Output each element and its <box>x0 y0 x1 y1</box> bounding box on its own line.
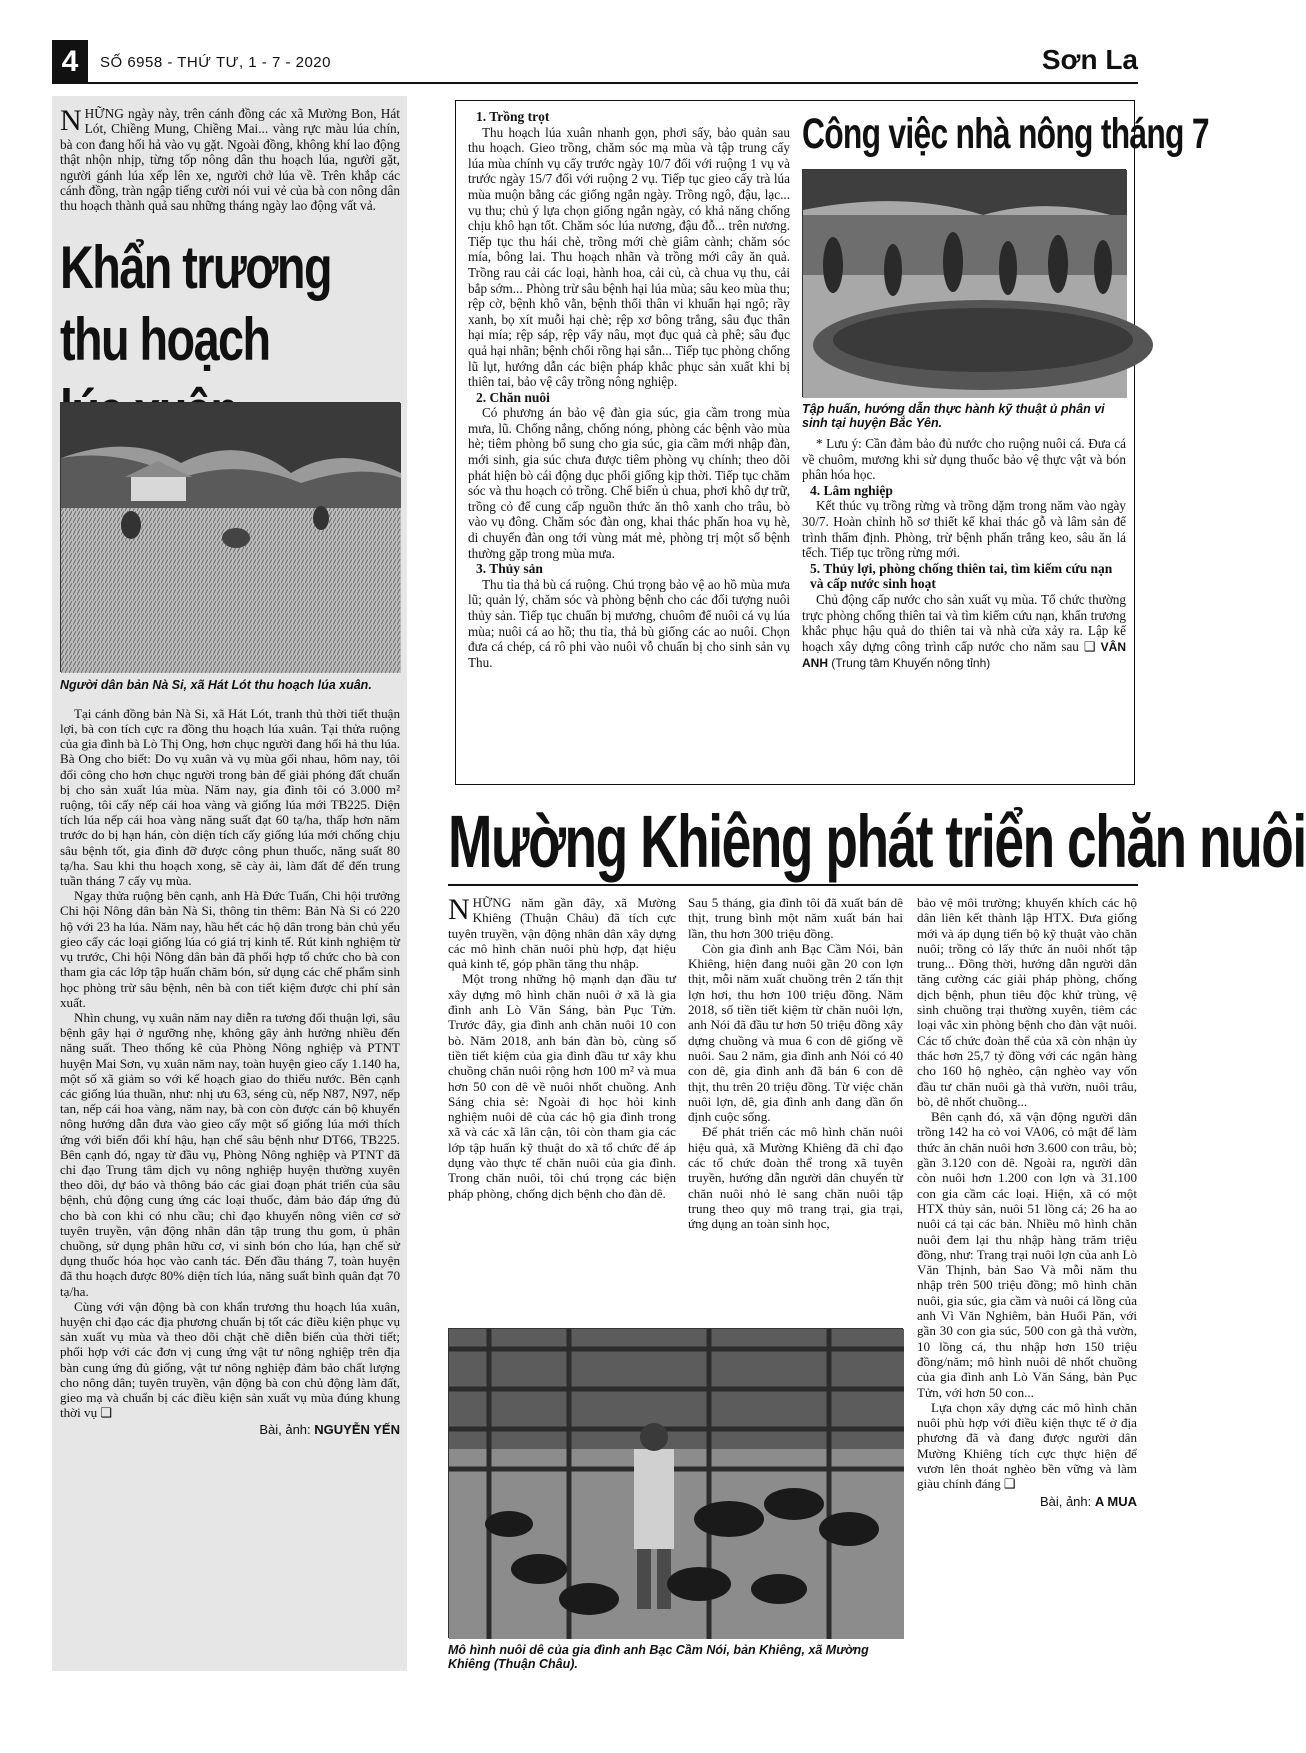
paragraph: bảo vệ môi trường; khuyến khích các hộ dân liên kết thành lập HTX. Đưa giống mới và áp dụng tiến bộ kỹ thuật vào chăn nuôi; trồng cỏ lấy thức ăn nuôi nhốt tập trung... Đồng thời, hướng dẫn người dân tăng cường các giải pháp phòng, chống dịch bệnh, phun tiêu độc khử trùng, vệ sinh chuồng trại thường xuyên, tiêm các loại vắc xin phòng bệnh cho đàn vật nuôi. Các tổ chức đoàn thể của xã còn nhận ủy thác hơn 25,7 tỷ đồng với các ngân hàng cho 160 hộ nghèo, cận nghèo vay vốn đầu tư chăn nuôi gà thả vườn, nuôi trâu, bò, dê nhốt chuồng... <box>917 895 1137 1109</box>
box-column-1 <box>468 109 790 670</box>
left-article <box>52 96 407 1671</box>
box-column-2 <box>802 109 1209 672</box>
subheading: 5. Thủy lợi, phòng chống thiên tai, tìm kiếm cứu nạn và cấp nước sinh hoạt <box>810 560 1113 592</box>
paragraph: Còn gia đình anh Bạc Cầm Nói, bản Khiêng, hiện đang nuôi gần 20 con lợn thịt, mỗi năm xuất chuồng trên 2 tấn thịt lợn hơi, thu hơn 100 triệu đồng. Năm 2018, số tiền tiết kiệm từ chăn nuôi lợn, anh Nói đã đầu tư hơn 50 triệu đồng xây dựng chuồng và mua 6 con dê giống về nuôi. Sau 2 năm, gia đình anh Nói có 40 con dê, gia đình anh đã bán 6 con dê thịt, thu trên 20 triệu đồng. Từ việc chăn nuôi lợn, dê, gia đình anh đang dần ổn định cuộc sống. <box>688 940 903 1125</box>
paragraph: Lựa chọn xây dựng các mô hình chăn nuôi phù hợp với điều kiện thực tế ở địa phương đã và đang được người dân Mường Khiêng tích cực thực hiện để vươn lên thoát nghèo bền vững và làm giàu chính đáng ❑ <box>917 1399 1137 1492</box>
compost-training-image <box>803 170 1127 398</box>
page-header <box>52 40 1138 84</box>
byline <box>917 1494 1137 1509</box>
main-column-2 <box>688 895 903 1232</box>
photo-caption: Mô hình nuôi dê của gia đình anh Bạc Cầm Nói, bản Khiêng, xã Mường Khiêng (Thuận Châu). <box>448 1643 869 1671</box>
monthly-farm-work-box <box>455 100 1209 785</box>
paragraph: Tại cánh đồng bản Nà Si, xã Hát Lót, tranh thủ thời tiết thuận lợi, bà con tích cực ra đồng thu hoạch lúa xuân. Tại thửa ruộng của gia đình bà Lò Thị Ong, hơn chục người đang hối hả thu lúa. Bà Ong cho biết: Do vụ xuân và vụ mùa gối nhau, hôm nay, tôi đổi công cho hơn chục người trong bản để giải phóng đất chuẩn bị cho sản xuất lúa mùa. Năm nay, gia đình tôi có 3.000 m² ruộng, tôi cấy nếp cái hoa vàng và giống lúa mới TB225. Diện tích lúa nếp cái hoa vàng năng suất đạt 60 tạ/ha, thấp hơn năm trước do bị hạn hán, còn diện tích cấy giống lúa mới chống chịu sâu bệnh tốt, gia đình đỡ được công phun thuốc, năng suất 80 tạ/ha. Sau khi thu hoạch xong, sẽ cày ải, làm đất để đến trung tuần tháng 7 cấy vụ mùa. <box>60 705 400 889</box>
box-paragraph: Kết thúc vụ trồng rừng và trồng dặm trong năm vào ngày 30/7. Hoàn chỉnh hồ sơ thiết kế khai thác gỗ và lâm sản để trình thẩm định. Phòng, trừ bệnh phấn trắng keo, sâu ăn lá tếch. Tiếp tục trồng rừng mới. <box>802 498 1126 561</box>
page-number: 4 <box>52 40 88 84</box>
byline-prefix: Bài, ảnh: <box>1039 1493 1095 1509</box>
title-block <box>60 232 400 392</box>
title-line: Khẩn trương thu hoạch <box>60 233 331 373</box>
photo-caption: Tập huấn, hướng dẫn thực hành kỹ thuật ủ phân vi sinh tại huyện Bắc Yên. <box>802 402 1105 430</box>
title-divider <box>448 884 1138 886</box>
rice-harvest-photo <box>60 402 400 672</box>
paragraph: Một trong những hộ mạnh dạn đầu tư xây dựng mô hình chăn nuôi ở xã là gia đình anh Lò Văn Sáng, bản Pục Tửn. Trước đây, gia đình anh chăn nuôi 10 con bò. Năm 2018, anh bán đàn bò, cùng số tiền tiết kiệm của gia đình đầu tư xây khu chuồng chăn nuôi rộng hơn 100 m² và mua hơn 50 con dê về nuôi nhốt chuồng. Anh Sáng chia sẻ: Ngoài đi học hỏi kinh nghiệm nuôi dê của các hộ gia đình trong xã và các xã lân cận, tôi còn tham gia các lớp tập huấn kỹ thuật do xã tổ chức để áp dụng vào thực tế chăn nuôi của gia đình. Trong chăn nuôi, tôi chú trọng các biện pháp phòng, chống dịch bệnh cho đàn dê. <box>448 971 676 1201</box>
goat-farm-image <box>449 1329 904 1639</box>
main-column-1 <box>448 895 676 1201</box>
subheading: 1. Trồng trọt <box>476 109 550 124</box>
goat-farm-photo <box>448 1328 903 1638</box>
box-paragraph-text: Chủ động cấp nước cho sản xuất vụ mùa. Tổ chức thường trực phòng chống thiên tai và tìm kiếm cứu nạn, khẩn trương khắc phục hậu quả do thiên tai và nhà cửa xảy ra. Lập kế hoạch xây dựng công trình cấp nước cho năm sau ❑ <box>802 591 1126 654</box>
box-paragraph: Có phương án bảo vệ đàn gia súc, gia cầm trong mùa mưa, lũ. Chống nắng, chống nóng, phòng các bệnh vào mùa hè; tiêm phòng bổ sung cho gia súc, gia cầm mới nhập đàn, mới sinh, gia súc chưa được tiêm phòng vụ chính; theo dõi phát hiện bò cái động dục phối giống kịp thời. Tiếp tục chăm sóc và thu hoạch cỏ trồng. Chế biến ủ chua, phơi khô dự trữ, trồng cỏ để cung cấp nguồn thức ăn thô xanh cho trâu, bò vào vụ đông. Chăm sóc đàn ong, khai thác phấn hoa vụ hè, di chuyển đàn ong tới vùng mát mẻ, phòng trị một số bệnh thường gặp trong mùa mưa. <box>468 405 790 561</box>
rice-harvest-image <box>61 403 401 673</box>
intro-text: HỮNG ngày này, trên cánh đồng các xã Mường Bon, Hát Lót, Chiềng Mung, Chiềng Mai... vàng rực màu lúa chín, bà con đang hối hả vào vụ gặt. Ngoài đồng, không khí lao động thật nhộn nhịp, từng tốp nông dân thu hoạch lúa, người gặt, người gánh lúa xếp lên xe, người chở lúa về. Trên khắp các cánh đồng, tràn ngập tiếng cười nói vui vẻ của bà con nông dân thu hoạch thành quả sau những tháng ngày lao động vất vả. <box>60 106 400 214</box>
subheading: 2. Chăn nuôi <box>476 389 550 405</box>
paragraph: Bên cạnh đó, xã vận động người dân trồng 142 ha cỏ voi VA06, cỏ mật để làm thức ăn chăn nuôi hơn 3.600 con trâu, bò; gần 3.120 con dê. Ngoài ra, người dân còn nuôi hơn 1.200 con lợn và 31.100 con gia cầm các loại. Hiện, xã có một HTX thủy sản, nuôi 51 lồng cá; 26 ha ao nuôi cá tại các bản. Nhiều mô hình chăn nuôi đem lại thu nhập hàng trăm triệu đồng, như: Trang trại nuôi lợn của anh Lò Văn Thịnh, bản Sao Và mỗi năm thu nhập trên 500 triệu đồng; mô hình chăn nuôi, gia súc, gia cầm và nuôi cá lồng của anh Vì Văn Nghiêm, bản Huổi Păn, với gần 30 con gia súc, 500 con gà thả vườn, 10 lồng cá, thu nhập hơn 150 triệu đồng/năm; mô hình nuôi dê nhốt chuồng của gia đình anh Lò Văn Sáng, bản Pục Tửn, với hơn 50 con... <box>917 1109 1137 1400</box>
paragraph: Sau 5 tháng, gia đình tôi đã xuất bán dê thịt, trung bình một năm xuất bán hai lần, thu hơn 300 triệu đồng. <box>688 895 903 941</box>
issue-info: SỐ 6958 - THỨ TƯ, 1 - 7 - 2020 <box>100 54 331 71</box>
box-author-org: (Trung tâm Khuyến nông tỉnh) <box>831 656 991 671</box>
article-intro <box>60 106 400 214</box>
byline-prefix: Bài, ảnh: <box>259 1422 315 1438</box>
box-paragraph <box>802 592 1126 672</box>
box-paragraph: Thu hoạch lúa xuân nhanh gọn, phơi sấy, bảo quản sau thu hoạch. Gieo trồng, chăm sóc mạ mùa và tập trung cấy lúa mùa chính vụ cấy trước ngày 10/7 đối với ruộng 1 vụ và trước ngày 15/7 đối với ruộng 2 vụ. Tiếp tục gieo cấy trà lúa mùa muộn bằng các giống ngắn ngày. Trồng ngô, đậu, lạc... vụ thu; chủ ý lựa chọn giống ngắn ngày, có khả năng chống chịu khô hạn tốt. Chăm sóc lúa nương, đậu đỗ... trên nương. Tiếp tục thu hái chè, trồng mới chè giâm cành; chăm sóc mía, bông lai. Thu hoạch nhãn và trồng mới cây ăn quả. Trồng rau cải các loại, hành hoa, cải củ, cà chua vụ thu, cải bắp sớm... Phòng trừ sâu bệnh hại lúa mùa; sâu keo mùa thu; rệp cờ, bệnh khô vằn, bệnh thối thân vi khuẩn hại ngô; rầy xanh, bọ xít muỗi hại chè; rệp xơ bông trắng, sâu đục thân hại mía; rệp sáp, rệp vẩy nâu, mọt đục quả cà phê; sâu đục quả hại nhãn; bệnh chổi rồng hại sắn... Tiếp tục phòng chống lũ lụt, hướng dẫn các biện pháp khắc phục sản xuất khi bị thiên tai, bảo vệ cây trồng nông nghiệp. <box>468 124 790 390</box>
byline-author: A MUA <box>1094 1493 1137 1509</box>
box-title: Công việc nhà nông tháng 7 <box>802 110 1209 158</box>
article-body <box>60 706 400 1421</box>
box-paragraph: Thu tỉa thả bù cá ruộng. Chú trọng bảo vệ ao hồ mùa mưa lũ; quản lý, chăm sóc và phòng bệnh cho các đối tượng nuôi thủy sản. Tiếp tục chuẩn bị mương, chuôm để nuôi cá vụ lúa mùa; nuôi cá ao hồ; thu tỉa, thả bù giống các ao nuôi. Chọn đưa cá chép, cá rô phi vào nuôi vỗ chuẩn bị cho sinh sản vụ Thu. <box>468 576 790 670</box>
main-column-3 <box>917 895 1137 1509</box>
paragraph: Nhìn chung, vụ xuân năm nay diễn ra tương đối thuận lợi, sâu bệnh gây hại ở ngưỡng nhẹ, không gây ảnh hưởng nhiều đến năng suất. Theo thống kê của Phòng Nông nghiệp và PTNT huyện Mai Sơn, vụ xuân năm nay, toàn huyện gieo cấy 1.140 ha, một số xã giảm so với kế hoạch giao do thiếu nước. Bên cạnh các giống lúa thuần, như: nhị ưu 63, séng cù, nếp N87, N97, nếp tan, nếp cái hoa vàng, năm nay, bà con còn được cán bộ khuyến nông hướng dẫn đưa vào gieo cấy một số giống lúa mới thích ứng với biến đổi khí hậu, hạn chế sâu bệnh như DT66, TB225. Bên cạnh đó, ngay từ đầu vụ, Phòng Nông nghiệp và PTNT đã chỉ đạo Trung tâm dịch vụ nông nghiệp huyện thường xuyên theo dõi, dự báo và thông báo các giai đoạn phát triển của sâu bệnh, chủ động cung ứng các loại thuốc, đảm bảo đáp ứng đủ cho bà con khi có nhu cầu; chỉ đạo khuyến nông viên cơ sở tuyên truyền, vận động nhân dân tập trung thu gom, ủ phân chuồng, sử dụng phân hữu cơ, vi sinh bón cho lúa, hạn chế sử dụng thuốc hóa học vào canh tác. Đến đầu tháng 7, toàn huyện đã thu hoạch được 80% diện tích lúa, năng suất bình quân đạt 70 tạ/ha. <box>60 1009 400 1299</box>
box-note: * Lưu ý: Cần đảm bảo đủ nước cho ruộng nuôi cá. Đưa cá về chuôm, mương khi sử dụng thuốc bảo vệ thực vật và bón phân hóa học. <box>802 436 1126 483</box>
photo-caption: Người dân bản Nà Si, xã Hát Lót thu hoạch lúa xuân. <box>60 677 372 692</box>
box-author: VÂN ANH <box>802 639 1126 671</box>
byline <box>60 1422 400 1437</box>
paragraph <box>448 895 676 971</box>
main-article-title: Mường Khiêng phát triển chăn nuôi <box>448 800 1306 883</box>
subheading: 4. Lâm nghiệp <box>810 482 893 498</box>
subheading: 3. Thủy sản <box>476 561 543 577</box>
section-name: Sơn La <box>1041 44 1138 75</box>
paragraph: Cùng với vận động bà con khẩn trương thu hoạch lúa xuân, huyện chỉ đạo các địa phương chuẩn bị tốt các điều kiện phục vụ sản xuất vụ mùa và theo dõi chặt chẽ diễn biến của thời tiết; phối hợp với các đơn vị cung ứng vật tư nông nghiệp trên địa bàn cung ứng đủ giống, vật tư nông nghiệp đảm bảo chất lượng cho nông dân; tuyên truyền, vận động bà con chủ động làm đất, gieo mạ và chuẩn bị các điều kiện sản xuất vụ mùa đúng khung thời vụ ❑ <box>60 1298 400 1421</box>
byline-author: NGUYỄN YẾN <box>314 1422 400 1438</box>
compost-training-photo <box>802 169 1126 397</box>
paragraph: Để phát triển các mô hình chăn nuôi hiệu quả, xã Mường Khiêng đã chỉ đạo các tổ chức đoàn thể trong xã tuyên truyền, hướng dẫn người dân chuyển từ chăn nuôi nhỏ lẻ sang chăn nuôi tập trung theo quy mô trang trại, gia trại, ứng dụng an toàn sinh học, <box>688 1124 903 1232</box>
dropcap: N <box>60 104 82 137</box>
dropcap: N <box>448 893 470 926</box>
paragraph-text: HỮNG năm gần đây, xã Mường Khiêng (Thuận Châu) đã tích cực tuyên truyền, vận động nhân dân xây dựng các mô hình chăn nuôi phù hợp, đạt hiệu quả kinh tế, góp phần tăng thu nhập. <box>448 895 676 972</box>
paragraph: Ngay thửa ruộng bên cạnh, anh Hà Đức Tuấn, Chi hội trưởng Chi hội Nông dân bản Nà Si, thông tin thêm: Bản Nà Si có 220 hộ với 23 ha lúa. Năm nay, hầu hết các hộ dân trong bản chủ yếu gieo cấy các loại giống lúa có giá trị kinh tế. Rút kinh nghiệm từ vụ trước, Chi hội Nông dân bản đã phối hợp tổ chức cho bà con tham gia các lớp tập huấn chăm bón, sử dụng các chế phẩm sinh học phòng trừ sâu bệnh, nên bà con tiết kiệm được chi phí sản xuất. <box>60 888 400 1010</box>
